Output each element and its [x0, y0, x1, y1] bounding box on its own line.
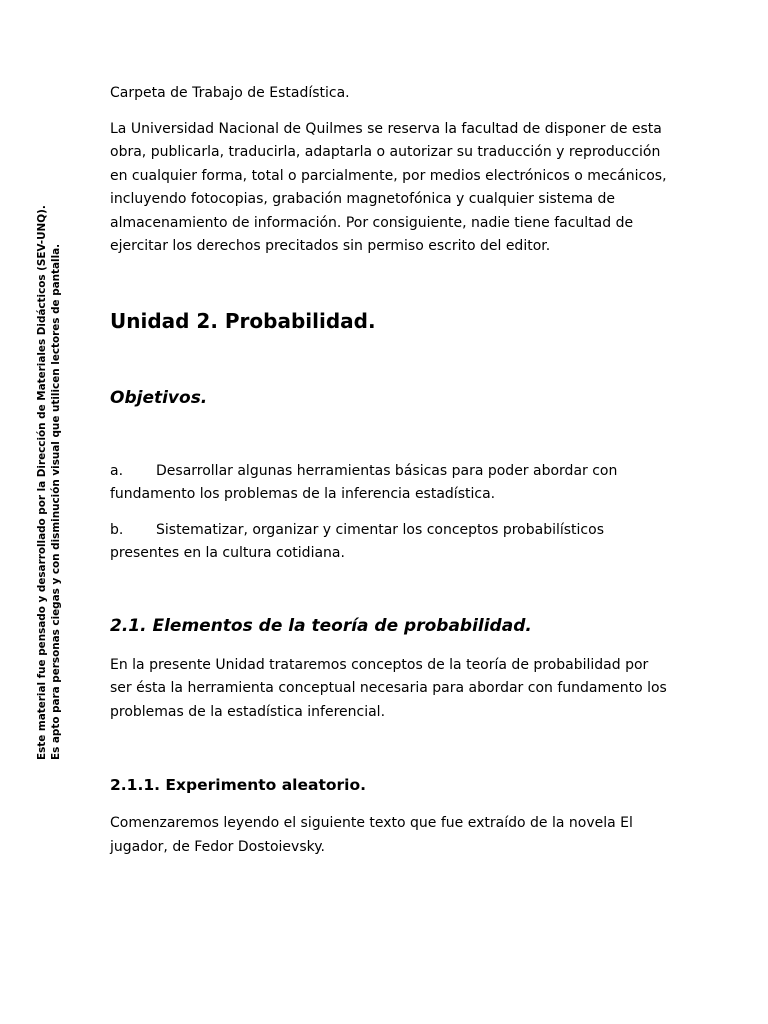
- objectives-title: Objetivos.: [110, 387, 208, 408]
- side-note: [34, 180, 64, 760]
- objective-marker: b.: [110, 521, 124, 538]
- document-header-title: Carpeta de Trabajo de Estadística.: [110, 85, 350, 101]
- side-note-text: [35, 180, 63, 760]
- objective-marker: a.: [110, 462, 124, 479]
- objective-item-b: [110, 519, 670, 566]
- objective-item-a: [110, 460, 670, 507]
- side-note-line-1: Este material fue pensado y desarrollado por la Dirección de Materiales Didácticos (SEV-UNQ).: [36, 205, 48, 760]
- section-2-1-paragraph: En la presente Unidad trataremos conceptos de la teoría de probabilidad por ser ésta la herramienta conceptual necesaria para abordar con fundamento los problemas de la estadística inferencial.: [110, 656, 667, 720]
- unit-title: Unidad 2. Probabilidad.: [110, 308, 376, 333]
- copyright-paragraph: La Universidad Nacional de Quilmes se reserva la facultad de disponer de esta obra, publicarla, traducirla, adaptarla o autorizar su traducción y reproducción en cualquier forma, total o parcialmente, por medios electrónicos o mecánicos, incluyendo fotocopias, grabación magnetofónica y cualquier sistema de almacenamiento de información. Por consiguiente, nadie tiene facultad de ejercitar los derechos precitados sin permiso escrito del editor.: [110, 120, 667, 254]
- objective-text: Desarrollar algunas herramientas básicas para poder abordar con fundamento los problemas de la inferencia estadística.: [110, 462, 618, 502]
- side-note-line-2: Es apto para personas ciegas y con disminución visual que utilicen lectores de pantalla.: [50, 243, 62, 760]
- section-2-1-title: 2.1. Elementos de la teoría de probabilidad.: [110, 615, 532, 636]
- document-body: [110, 82, 670, 859]
- section-2-1-1-paragraph: Comenzaremos leyendo el siguiente texto que fue extraído de la novela El jugador, de Fedor Dostoievsky.: [110, 815, 633, 855]
- objective-text: Sistematizar, organizar y cimentar los conceptos probabilísticos presentes en la cultura cotidiana.: [110, 521, 604, 561]
- section-2-1-1-title: 2.1.1. Experimento aleatorio.: [110, 776, 367, 794]
